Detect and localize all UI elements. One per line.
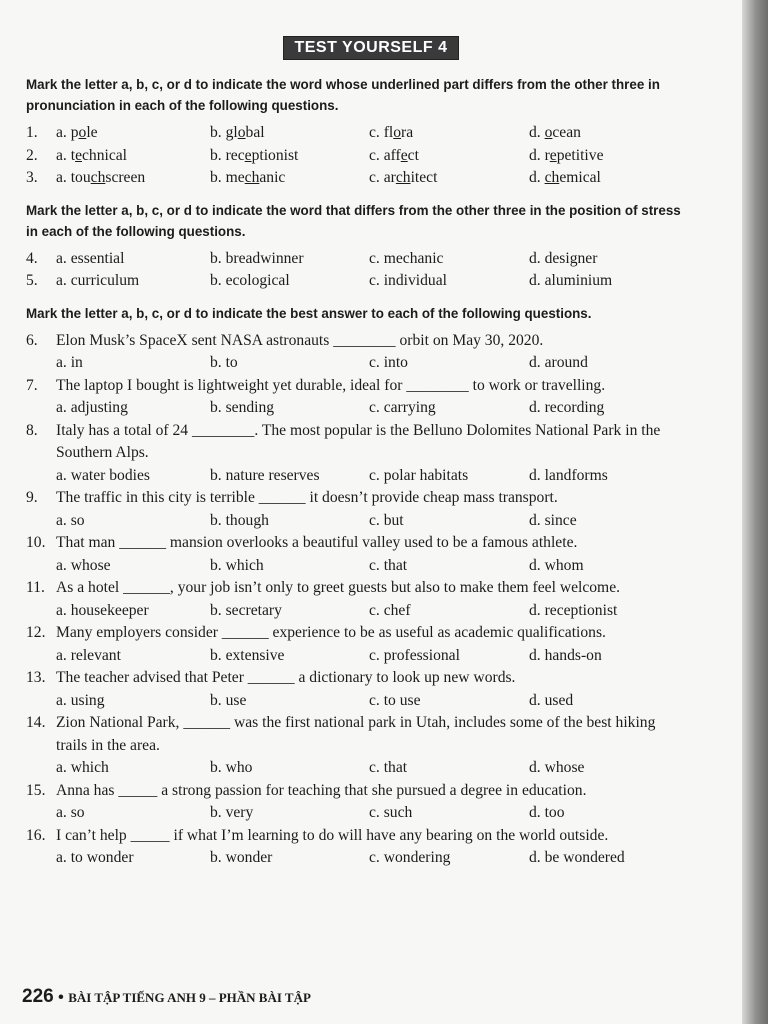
question-item: [26, 330, 688, 375]
footer-separator: •: [58, 989, 64, 1006]
underlined-part: e: [400, 146, 408, 164]
option-text: a. to wonder: [56, 849, 134, 866]
option-text: cean: [552, 124, 581, 141]
option-text: b. to: [210, 354, 238, 371]
option-text: d. around: [529, 354, 588, 371]
book-title: BÀI TẬP TIẾNG ANH 9 – PHẦN BÀI TẬP: [68, 990, 311, 1005]
question-item: [26, 270, 688, 293]
question-item: [26, 667, 688, 712]
option-text: bal: [245, 124, 265, 141]
option-text: b. gl: [210, 124, 238, 141]
question-item: [26, 122, 688, 145]
option-text: a. adjusting: [56, 399, 128, 416]
option-text: c. aff: [369, 146, 401, 164]
answer-option: [369, 248, 529, 271]
answer-option: [529, 645, 679, 668]
option-text: c. but: [369, 511, 404, 529]
option-text: c. ar: [369, 169, 396, 186]
answer-option: [529, 397, 679, 420]
option-text: a. tou: [56, 169, 91, 186]
answer-option: [529, 847, 679, 870]
question-number: 15.: [26, 781, 46, 799]
underlined-part: o: [237, 124, 246, 141]
answer-options: [56, 145, 688, 168]
question-item: [26, 420, 688, 488]
option-text: c. into: [369, 354, 408, 371]
question-text: Elon Musk’s SpaceX sent NASA astronauts ________ orbit on May 30, 2020.: [56, 331, 544, 349]
answer-option: [529, 690, 679, 713]
answer-options: [56, 757, 688, 780]
answer-option: [210, 352, 369, 375]
option-text: c. chef: [369, 601, 411, 619]
answer-option: [529, 167, 679, 190]
question-item: [26, 622, 688, 667]
option-text: a. water bodies: [56, 466, 150, 484]
question-text: The laptop I bought is lightweight yet durable, ideal for ________ to work or travelling.: [56, 376, 606, 394]
option-text: d. r: [529, 146, 550, 164]
answer-option: [56, 270, 210, 293]
question-number: 1.: [26, 124, 38, 141]
answer-option: [56, 600, 210, 623]
question-number: 10.: [26, 534, 46, 551]
page-number: 226: [22, 986, 54, 1007]
question-number: 8.: [26, 421, 38, 439]
underlined-part: e: [244, 146, 252, 164]
question-number: 5.: [26, 272, 38, 289]
answer-options: [56, 352, 688, 375]
answer-option: [210, 397, 369, 420]
option-text: d. aluminium: [529, 272, 613, 289]
option-text: petitive: [556, 146, 604, 164]
underlined-part: ch: [395, 169, 411, 186]
answer-option: [529, 352, 679, 375]
option-text: b. nature reserves: [210, 466, 320, 484]
question-text: The teacher advised that Peter ______ a dictionary to look up new words.: [56, 669, 516, 686]
option-text: a. relevant: [56, 646, 121, 664]
title-container: [0, 36, 742, 60]
option-text: ptionist: [251, 146, 299, 164]
underlined-part: ch: [544, 169, 560, 186]
answer-option: [210, 757, 369, 780]
option-text: d.: [529, 124, 545, 141]
option-text: a. t: [56, 146, 76, 164]
option-text: a. which: [56, 759, 109, 776]
answer-option: [56, 352, 210, 375]
underlined-part: o: [393, 124, 402, 141]
answer-option: [210, 270, 369, 293]
answer-option: [56, 645, 210, 668]
question-item: [26, 375, 688, 420]
option-text: le: [86, 124, 98, 141]
answer-option: [369, 847, 529, 870]
question-text: As a hotel ______, your job isn’t only to greet guests but also to make them feel welcome.: [56, 579, 621, 596]
answer-option: [529, 122, 679, 145]
answer-option: [210, 802, 369, 825]
answer-option: [529, 270, 679, 293]
answer-option: [369, 145, 529, 168]
option-text: b. breadwinner: [210, 249, 304, 267]
answer-option: [369, 167, 529, 190]
option-text: b. ecological: [210, 272, 290, 289]
question-item: [26, 145, 688, 168]
answer-option: [369, 645, 529, 668]
question-item: [26, 248, 688, 271]
option-text: a. essential: [56, 249, 125, 267]
question-item: [26, 712, 688, 780]
answer-option: [529, 555, 679, 578]
option-text: c. polar habitats: [369, 466, 469, 484]
answer-option: [210, 690, 369, 713]
answer-option: [369, 122, 529, 145]
option-text: b. wonder: [210, 849, 273, 866]
option-text: anic: [259, 169, 286, 186]
answer-option: [210, 555, 369, 578]
option-text: d. used: [529, 691, 574, 709]
answer-option: [56, 167, 210, 190]
option-text: ra: [401, 124, 414, 141]
option-text: d. receptionist: [529, 601, 618, 619]
option-text: c. to use: [369, 691, 421, 709]
answer-option: [210, 600, 369, 623]
answer-option: [529, 465, 679, 488]
test-title: TEST YOURSELF 4: [283, 36, 458, 60]
option-text: b. secretary: [210, 601, 282, 619]
page-footer: [22, 986, 311, 1008]
option-text: a. so: [56, 511, 85, 529]
answer-option: [369, 555, 529, 578]
question-item: [26, 167, 688, 190]
answer-option: [56, 510, 210, 533]
question-number: 4.: [26, 249, 38, 267]
answer-options: [56, 690, 688, 713]
option-text: a. p: [56, 124, 79, 141]
answer-options: [56, 847, 688, 870]
option-text: c. individual: [369, 272, 447, 289]
answer-option: [369, 465, 529, 488]
answer-option: [56, 397, 210, 420]
question-number: 13.: [26, 669, 46, 686]
answer-option: [56, 555, 210, 578]
section-instruction: Mark the letter a, b, c, or d to indicate the best answer to each of the following questions.: [26, 305, 592, 321]
question-text: The traffic in this city is terrible ______ it doesn’t provide cheap mass transport.: [56, 489, 558, 506]
answer-options: [56, 802, 688, 825]
answer-option: [210, 510, 369, 533]
answer-options: [56, 122, 688, 145]
option-text: b. who: [210, 759, 253, 776]
answer-option: [369, 352, 529, 375]
question-text: I can’t help _____ if what I’m learning to do will have any bearing on the world outside.: [56, 826, 609, 844]
answer-option: [529, 802, 679, 825]
answer-option: [210, 167, 369, 190]
answer-options: [56, 510, 688, 533]
option-text: b. use: [210, 691, 247, 709]
answer-option: [369, 690, 529, 713]
question-text: Anna has _____ a strong passion for teaching that she pursued a degree in education.: [56, 781, 587, 799]
answer-option: [210, 847, 369, 870]
answer-option: [529, 248, 679, 271]
answer-option: [369, 510, 529, 533]
answer-option: [210, 122, 369, 145]
answer-option: [529, 145, 679, 168]
question-number: 14.: [26, 714, 46, 731]
option-text: chnical: [81, 146, 128, 164]
question-text: Italy has a total of 24 ________. The most popular is the Belluno Dolomites National Park in the Southern Alps.: [56, 421, 661, 461]
answer-option: [210, 645, 369, 668]
option-text: a. in: [56, 354, 83, 371]
option-text: itect: [410, 169, 438, 186]
section-instruction: Mark the letter a, b, c, or d to indicate the word that differs from the other three in the position of stress in each of the following questions.: [26, 202, 681, 239]
question-item: [26, 487, 688, 532]
option-text: a. curriculum: [56, 272, 140, 289]
question-text: That man ______ mansion overlooks a beautiful valley used to be a famous athlete.: [56, 534, 578, 551]
option-text: d. too: [529, 804, 565, 821]
question-item: [26, 532, 688, 577]
answer-option: [56, 757, 210, 780]
answer-options: [56, 645, 688, 668]
answer-option: [529, 757, 679, 780]
answer-option: [210, 465, 369, 488]
option-text: d.: [529, 169, 545, 186]
question-text: Zion National Park, ______ was the first national park in Utah, includes some of the best hiking trails in the area.: [56, 714, 656, 754]
answer-option: [529, 600, 679, 623]
option-text: c. professional: [369, 646, 460, 664]
option-text: c. fl: [369, 124, 394, 141]
option-text: d. hands-on: [529, 646, 602, 664]
option-text: d. be wondered: [529, 849, 625, 866]
option-text: a. whose: [56, 556, 111, 574]
answer-option: [56, 122, 210, 145]
book-binding-shadow: [742, 0, 768, 1024]
question-item: [26, 577, 688, 622]
question-number: 12.: [26, 624, 46, 641]
answer-option: [210, 145, 369, 168]
option-text: a. using: [56, 691, 105, 709]
option-text: d. designer: [529, 249, 598, 267]
underlined-part: o: [544, 124, 553, 141]
option-text: b. extensive: [210, 646, 285, 664]
answer-option: [56, 802, 210, 825]
option-text: c. carrying: [369, 399, 436, 416]
answer-option: [369, 802, 529, 825]
option-text: b. though: [210, 511, 269, 529]
answer-options: [56, 555, 688, 578]
answer-option: [369, 270, 529, 293]
answer-option: [56, 690, 210, 713]
underlined-part: e: [549, 146, 557, 164]
answer-options: [56, 397, 688, 420]
option-text: a. so: [56, 804, 85, 821]
option-text: d. whose: [529, 759, 585, 776]
answer-options: [56, 465, 688, 488]
question-item: [26, 780, 688, 825]
question-item: [26, 825, 688, 870]
option-text: c. wondering: [369, 849, 451, 866]
question-text: Many employers consider ______ experience to be as useful as academic qualifications.: [56, 624, 606, 641]
option-text: c. mechanic: [369, 249, 444, 267]
option-text: d. since: [529, 511, 577, 529]
option-text: b. rec: [210, 146, 245, 164]
option-text: d. whom: [529, 556, 584, 574]
option-text: b. very: [210, 804, 254, 821]
underlined-part: ch: [244, 169, 260, 186]
answer-option: [369, 600, 529, 623]
section-instruction: Mark the letter a, b, c, or d to indicate the word whose underlined part differs from the other three in pronunciation in each of the following questions.: [26, 77, 660, 113]
option-text: emical: [559, 169, 601, 186]
answer-options: [56, 248, 688, 271]
option-text: c. such: [369, 804, 413, 821]
question-number: 3.: [26, 169, 38, 186]
answer-option: [56, 465, 210, 488]
option-text: b. me: [210, 169, 245, 186]
answer-option: [369, 397, 529, 420]
answer-option: [210, 248, 369, 271]
answer-option: [369, 757, 529, 780]
underlined-part: ch: [90, 169, 106, 186]
option-text: d. landforms: [529, 466, 608, 484]
answer-option: [529, 510, 679, 533]
option-text: c. that: [369, 759, 408, 776]
option-text: ct: [407, 146, 419, 164]
question-number: 2.: [26, 146, 38, 164]
answer-options: [56, 600, 688, 623]
option-text: d. recording: [529, 399, 605, 416]
question-number: 9.: [26, 489, 38, 506]
option-text: c. that: [369, 556, 408, 574]
answer-option: [56, 847, 210, 870]
answer-option: [56, 145, 210, 168]
question-number: 11.: [26, 579, 45, 596]
option-text: b. sending: [210, 399, 275, 416]
underlined-part: o: [78, 124, 87, 141]
option-text: b. which: [210, 556, 264, 574]
underlined-part: e: [75, 146, 82, 164]
option-text: a. housekeeper: [56, 601, 149, 619]
answer-options: [56, 270, 688, 293]
question-number: 6.: [26, 331, 38, 349]
option-text: screen: [105, 169, 146, 186]
question-content: [26, 74, 688, 870]
question-number: 16.: [26, 826, 46, 844]
question-number: 7.: [26, 376, 38, 394]
answer-options: [56, 167, 688, 190]
answer-option: [56, 248, 210, 271]
